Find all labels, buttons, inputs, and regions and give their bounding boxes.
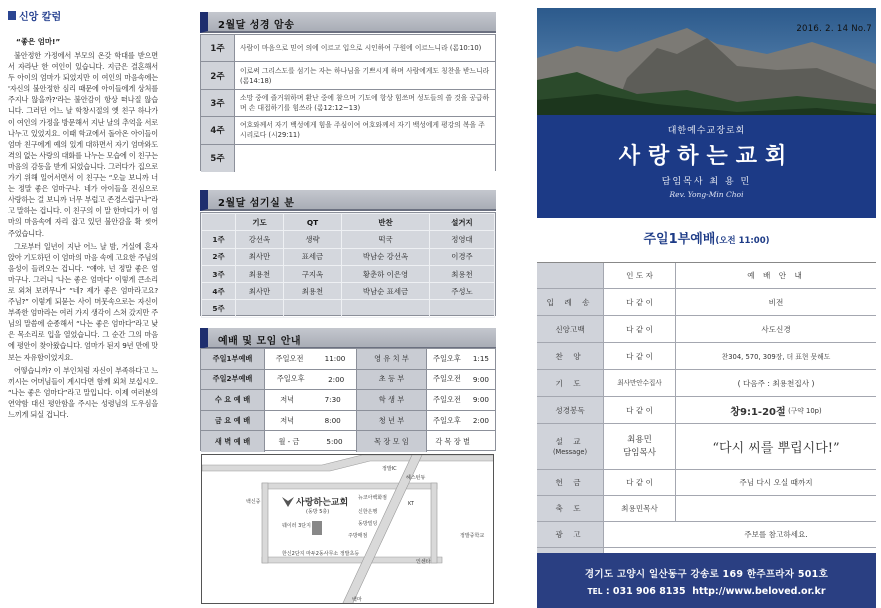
- content: 찬304, 570, 309장, 더 표현 못해도: [721, 353, 831, 361]
- serve-table: [200, 212, 496, 316]
- tel-label: TEL: [587, 587, 603, 596]
- leader: 최사만안수집사: [604, 370, 676, 396]
- week-label: 2주: [202, 248, 236, 265]
- pastor-name-en: Rev. Yong-Min Choi: [669, 190, 744, 199]
- group-hour: 9:00: [472, 395, 489, 405]
- pastor-name: 담임목사 최 용 민: [661, 177, 752, 187]
- service-time: [265, 349, 357, 369]
- map-label: 주방매점: [348, 533, 368, 539]
- table-row: [537, 370, 876, 397]
- group-time: [427, 431, 495, 452]
- week-label: 3주: [201, 90, 235, 116]
- service-hour: 7:30: [324, 395, 341, 405]
- table-header-row: [202, 214, 495, 231]
- col-header: 인 도 자: [604, 263, 676, 288]
- cell: 최용천: [284, 283, 342, 300]
- table-row: [537, 289, 876, 316]
- serve-section-title: 2월달 섬기실 분: [218, 198, 295, 209]
- table-row: [201, 117, 495, 144]
- website-link[interactable]: http://www.beloved.or.kr: [692, 586, 826, 597]
- serve-section-header: [200, 190, 496, 211]
- item-label-text: 설 교: [555, 436, 585, 446]
- cell: 황춘하 이은영: [342, 265, 430, 282]
- item-label: 광 고: [537, 522, 604, 547]
- map-label: 정발IC: [382, 466, 397, 472]
- preacher-title: 담임목사: [623, 447, 656, 458]
- group-day: 주일오전: [433, 374, 461, 384]
- church-contact: [537, 586, 876, 597]
- service-name: 주일1부예배: [643, 232, 716, 247]
- service-day: 주일오전: [275, 353, 304, 363]
- service-name: 금 요 예 배: [201, 411, 265, 431]
- week-label: 5주: [201, 145, 235, 172]
- cell: 정영대: [430, 231, 495, 248]
- content: 비전: [768, 297, 784, 307]
- week-label: 4주: [202, 283, 236, 300]
- service-time: [265, 370, 357, 390]
- cell: 주성노: [430, 283, 495, 300]
- item-label: 입 례 송: [537, 289, 604, 315]
- left-road: [262, 483, 268, 563]
- leader: 다 같 이: [604, 316, 676, 342]
- service-name: 수 요 예 배: [201, 390, 265, 410]
- cell: [236, 300, 284, 317]
- verse-text: 소망 중에 즐거워하며 환난 중에 참으며 기도에 항상 힘쓰며 성도들의 쓸 것을 공급하며 손 대접하기를 힘쓰라 (롬12:12~13): [235, 90, 495, 116]
- map-label: 백마: [352, 597, 362, 603]
- map-label: 인센타: [416, 559, 431, 565]
- group-name: 학 생 부: [357, 390, 427, 410]
- leader: 다 같 이: [604, 289, 676, 315]
- group-day: 주일오후: [433, 415, 461, 425]
- group-hour: 9:00: [472, 374, 489, 384]
- service-day: 저녁: [280, 394, 295, 404]
- content: ( 다음주 : 최용천집사 ): [737, 378, 815, 388]
- service-name: 새 벽 예 배: [201, 431, 265, 452]
- tel-number: : 031 906 8135: [605, 586, 686, 597]
- map-label: 웨이러 3단지: [282, 523, 311, 529]
- group-name: 영 유 치 부: [357, 349, 427, 369]
- item-label: 헌 금: [537, 470, 604, 495]
- group-name: 초 등 부: [357, 370, 427, 390]
- map-label: 동방빌딩: [358, 521, 378, 527]
- col-header: 설거지: [430, 214, 495, 231]
- map-label: 정발중학교: [460, 533, 485, 539]
- group-time: [427, 411, 495, 431]
- service-day: 월 - 금: [278, 436, 300, 446]
- cell: 최사만: [236, 248, 284, 265]
- verse-text: 사람이 마음으로 믿어 의에 이르고 입으로 시인하여 구원에 이르느니라 (롬10:10): [235, 35, 495, 61]
- week-label: 1주: [202, 231, 236, 248]
- cell: 최사만: [236, 283, 284, 300]
- table-row: [201, 390, 495, 411]
- content: [676, 397, 876, 423]
- map-label: KT: [408, 501, 414, 507]
- group-name: 목 장 모 임: [357, 431, 427, 452]
- table-row: [202, 265, 495, 282]
- group-hour: 1:15: [472, 354, 489, 364]
- table-row: [537, 496, 876, 522]
- column-paragraph: 불안정한 가정에서 부모의 온갖 학대를 받으면서 자라난 한 여인이 있습니다. 지금은 결혼해서 두 아이의 엄마가 되었지만 이 여인의 마음속에는 '자신의 불안정한 심리 때문에 아이들에게 상처를 주지나 않을까?'라는 불안감이 항상 떠나질 않습니다. 그러던 어느 날 학창시절의 옛 친구 하나가 이 여인의 가정을 방문해서 지난 날의 추억을 서로 나누고 있었지요. 이때 학교에서 돌아온 아이들이 엄마 친구에게 예의 있게 대하면서 자기 엄마와도 격의 없는 사랑의 대화를 나누는 모습에 이 친구는 마음의 감동을 받게 되었습니다. 그러다가 집으로 가기 위해 일어서면서 이 친구는 “오늘 보니까 너는 정말 좋은 엄마구나. 네가 아이들을 진심으로 사랑하는 걸 보니까 너무 부럽고 존경스럽구나”라고 말하는 겁니다. 이 친구의 이 말 한마디가 이 엄마의 마음속에 자리 잡고 있던 불안감을 확 씻어 주었습니다.: [8, 51, 158, 238]
- column-title: 신앙 칼럼: [19, 11, 62, 23]
- service-day: 주일오후: [276, 374, 305, 384]
- order-of-service-table: [537, 262, 876, 552]
- item-label: 찬 양: [537, 343, 604, 369]
- worship-schedule-table: [200, 348, 496, 451]
- service-time: [265, 390, 357, 410]
- service-title: [537, 228, 876, 247]
- map-label: 헤스턴듀: [406, 475, 426, 481]
- right-road: [431, 483, 437, 563]
- col-header: 예 배 안 내: [747, 271, 805, 280]
- church-building-icon: [312, 521, 322, 535]
- content: 사도신경: [761, 324, 791, 334]
- week-label: 1주: [201, 35, 235, 61]
- table-row: [537, 424, 876, 470]
- week-label: 4주: [201, 117, 235, 143]
- service-hour: 2:00: [328, 374, 345, 384]
- table-row: [201, 431, 495, 452]
- table-row: [201, 145, 495, 172]
- table-row: [537, 470, 876, 496]
- cell: [342, 300, 430, 317]
- cell: 강선옥: [236, 231, 284, 248]
- table-row: [201, 62, 495, 89]
- item-label: 기 도: [537, 370, 604, 396]
- cell: 표세금: [284, 248, 342, 265]
- map-church-label: 사랑하는교회: [296, 498, 349, 508]
- col-header: QT: [284, 214, 342, 231]
- table-row: [202, 300, 495, 317]
- church-name: 사랑하는교회: [618, 144, 795, 169]
- item-label-sub: (Message): [552, 447, 588, 456]
- scripture-note: (구약 10p): [788, 407, 822, 415]
- worship-section-header: [200, 328, 496, 349]
- prayer-section-header: [200, 12, 496, 33]
- lower-road: [262, 557, 442, 563]
- group-day: 주일오후: [433, 353, 461, 363]
- service-time: [265, 431, 357, 452]
- group-day: 각 목 장 별: [435, 436, 470, 446]
- map-church-sub: (동방 5층): [306, 509, 330, 515]
- col-header: [202, 214, 236, 231]
- table-row: [537, 397, 876, 424]
- group-time: [427, 390, 495, 410]
- map-label: 백신중: [246, 499, 261, 505]
- week-label: 5주: [202, 300, 236, 317]
- leader: [604, 424, 676, 469]
- cell: 떡국: [342, 231, 430, 248]
- map-label: 한신2단지 마두2동사무소 정발초등: [282, 551, 360, 557]
- week-label: 3주: [202, 265, 236, 282]
- top-road: [202, 455, 494, 471]
- header-blank: [537, 263, 604, 288]
- verse-text: 여호와께서 자기 백성에게 힘을 주심이여 여호와께서 자기 백성에게 평강의 복을 주시리로다 (시29:11): [235, 117, 495, 143]
- item-label: 신앙고백: [537, 316, 604, 342]
- cell: 생략: [284, 231, 342, 248]
- col-header: 기도: [236, 214, 284, 231]
- table-row: [202, 231, 495, 248]
- service-hour: 8:00: [324, 416, 341, 426]
- table-row: [537, 522, 876, 548]
- issue-date: 2016. 2. 14 No.7: [796, 24, 872, 34]
- table-row: [537, 343, 876, 370]
- table-row: [201, 411, 495, 432]
- service-name: 주일1부예배: [201, 349, 265, 369]
- cell: 이경주: [430, 248, 495, 265]
- service-day: 저녁: [280, 415, 295, 425]
- column-subtitle: “좋은 엄마!”: [16, 37, 61, 46]
- table-header-row: [537, 263, 876, 289]
- leader: 최용민목사: [604, 496, 676, 521]
- table-row: [202, 283, 495, 300]
- leader: 다 같 이: [604, 470, 676, 495]
- leader: [604, 522, 676, 547]
- group-time: [427, 370, 495, 390]
- square-bullet-icon: [8, 11, 16, 20]
- cell: [284, 300, 342, 317]
- memory-verse-table: [200, 34, 496, 171]
- leader: 다 같 이: [604, 343, 676, 369]
- item-label: 축 도: [537, 496, 604, 521]
- cell: 최용천: [236, 265, 284, 282]
- preacher-name: 최용민: [627, 434, 652, 445]
- denomination: 대한예수교장로회: [667, 126, 746, 136]
- map-label: 신한은행: [358, 509, 378, 515]
- cell: 구지옥: [284, 265, 342, 282]
- table-row: [537, 316, 876, 343]
- table-row: [201, 90, 495, 117]
- column-paragraph: 그로부터 일년이 지난 어느 날 밤, 거실에 혼자 앉아 기도하던 이 엄마의 마음 속에 고요한 주님의 음성이 들려오는 겁니다. “얘야, 넌 정말 좋은 엄마구나. 그러니 '나는 좋은 엄마다' 이렇게 큰소리로 외쳐 보려무나” “네? 제가 좋은 엄마라고요? 주님?” 이렇게 되묻는 사이 머뭇속으로는 자신이 부족한 엄마라는 여러 가지 생각이 스쳐 갔지만 주님의 말씀에 순종해서 “나는 좋은 엄마다”라고 낮은 목소리로 입을 열었습니다. 그 순간 그의 마음에 평안이 찾아왔습니다. 엄마가 된지 9년 만에 맛보는 자유함이었지요.: [8, 241, 158, 362]
- church-footer: [537, 553, 876, 608]
- service-name: 주일2부예배: [201, 370, 265, 390]
- verse-text: [235, 145, 495, 172]
- verse-text: 이로써 그리스도를 섬기는 자는 하나님을 기쁘시게 하며 사람에게도 칭찬을 받느니라 (롬14:18): [235, 62, 495, 88]
- item-label: [537, 424, 604, 469]
- sermon-title: “다시 씨를 뿌립시다!”: [712, 441, 840, 456]
- prayer-section-title: 2월달 성경 암송: [218, 20, 295, 31]
- bulletin-cover: [537, 8, 876, 604]
- content: [676, 496, 876, 521]
- service-hour: 5:00: [326, 437, 343, 447]
- service-time: (오전 11:00): [715, 236, 770, 246]
- content: 주보를 참고하세요.: [744, 530, 808, 539]
- cell: 박남순 강선옥: [342, 248, 430, 265]
- church-title-band: [537, 115, 876, 218]
- content: 주님 다시 오실 때까지: [739, 478, 813, 487]
- leader: 다 같 이: [604, 397, 676, 423]
- cell: [430, 300, 495, 317]
- table-row: [201, 349, 495, 370]
- column-paragraph: 어떻습니까? 이 부인처럼 자신이 부족하다고 느끼시는 어머님들이 계시다면 함께 외쳐 보십시오. “나는 좋은 엄마다”라고 말입니다. 이제 여러분의 연약함 대신 평안함을 주시는 성령님의 도우심을 느끼게 되실 겁니다.: [8, 365, 158, 419]
- scripture: 창9:1-20절: [730, 406, 786, 418]
- table-row: [201, 370, 495, 391]
- group-day: 주일오전: [433, 394, 461, 404]
- worship-section-title: 예배 및 모임 안내: [218, 336, 302, 347]
- service-time: [265, 411, 357, 431]
- column-section: [8, 8, 158, 604]
- column-header: [8, 8, 158, 22]
- location-map: [201, 454, 494, 604]
- group-name: 청 년 부: [357, 411, 427, 431]
- cell: 최용천: [430, 265, 495, 282]
- map-drawing: [202, 455, 494, 604]
- col-header: 반찬: [342, 214, 430, 231]
- week-label: 2주: [201, 62, 235, 88]
- map-label: 뉴코아백화점: [358, 495, 387, 501]
- table-row: [202, 248, 495, 265]
- church-address: 경기도 고양시 일산동구 강송로 169 한주프라자 501호: [584, 569, 829, 580]
- cell: 박남순 표세금: [342, 283, 430, 300]
- item-label: 성경봉독: [537, 397, 604, 423]
- avenue-road: [262, 483, 437, 489]
- table-row: [201, 35, 495, 62]
- service-hour: 11:00: [324, 354, 346, 364]
- group-hour: 2:00: [472, 416, 489, 426]
- group-time: [427, 349, 495, 369]
